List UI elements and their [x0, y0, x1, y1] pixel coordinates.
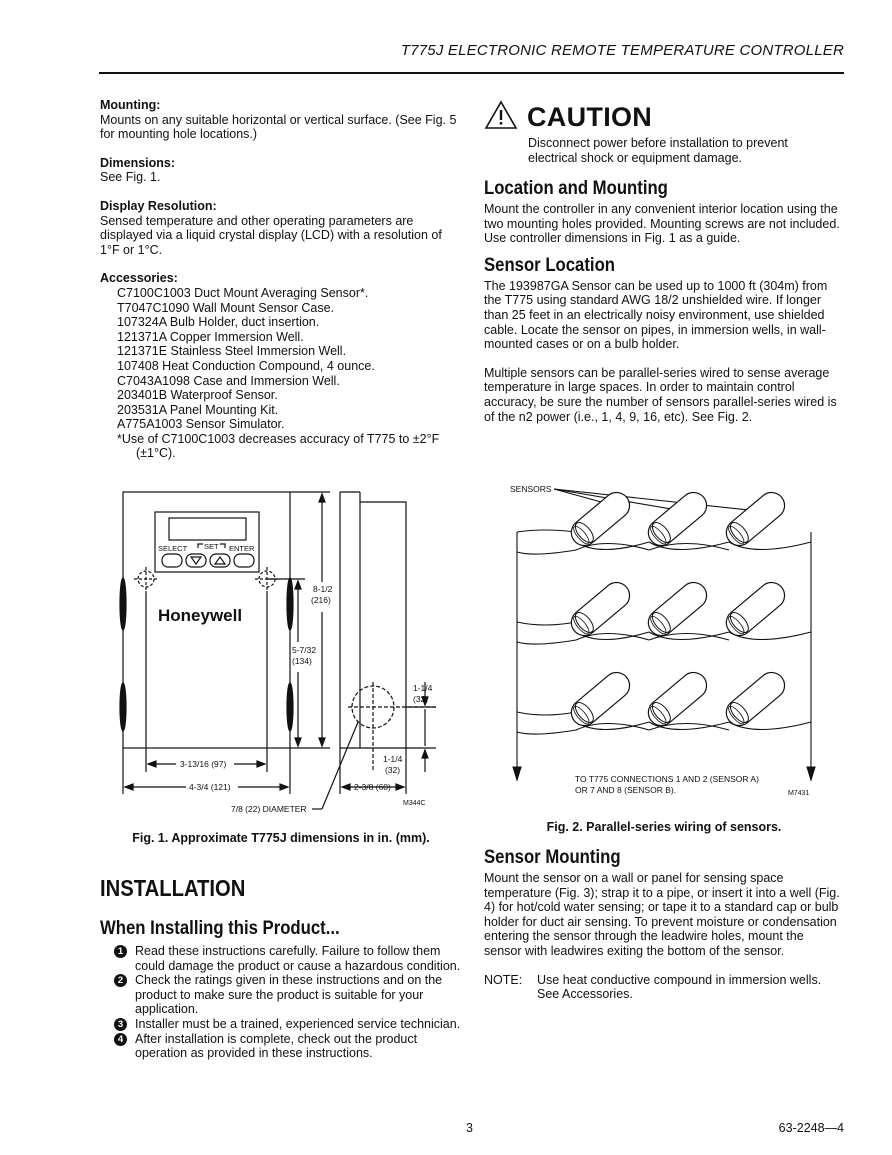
spec-accessories — [100, 271, 462, 461]
accessory-item: 121371A Copper Immersion Well. — [117, 329, 304, 344]
when-installing-title: When Installing this Product... — [100, 918, 340, 939]
fig1-code: M344C — [403, 800, 426, 807]
spec-accessories-label: Accessories: — [100, 271, 178, 286]
dim-side-bottom-mm: (32) — [385, 765, 401, 775]
accessory-item: 121371E Stainless Steel Immersion Well. — [117, 344, 347, 359]
warning-triangle-icon — [484, 100, 518, 130]
installation-section — [100, 875, 462, 1061]
dim-depth: 2-3/8 (60) — [354, 782, 391, 792]
accessory-item: A775A1003 Sensor Simulator. — [117, 417, 285, 432]
running-header: T775J ELECTRONIC REMOTE TEMPERATURE CONTROLLER — [400, 42, 844, 59]
sensor-location-p1: The 193987GA Sensor can be used up to 1000 ft (304m) from the T775 using standard AWG 18/2 unshielded wire. If longer than 25 feet in an electrically noisy environment, use shielded cable. Locate the sensor on pipes, in immersion wells, in wall-mounted cases or on a bulb holder. — [484, 278, 828, 352]
step-number: 2 — [114, 974, 127, 987]
dim-width-outer: 4-3/4 (121) — [189, 782, 231, 792]
accessory-item: C7100C1003 Duct Mount Averaging Sensor*. — [117, 285, 369, 300]
sensor-icon — [721, 487, 790, 551]
dim-width-inner: 3-13/16 (97) — [180, 759, 227, 769]
step-number: 1 — [114, 945, 127, 958]
sensors-label: SENSORS — [510, 484, 552, 494]
spec-display-resolution — [100, 199, 462, 257]
enter-button — [234, 554, 254, 567]
sensor-icon — [721, 577, 790, 641]
sensor-icon — [643, 577, 712, 641]
caution-text: Disconnect power before installation to prevent electrical shock or equipment damage. — [528, 136, 788, 165]
fig2-wiring-diagram — [484, 462, 844, 812]
accessory-item: 107408 Heat Conduction Compound, 4 ounce. — [117, 358, 375, 373]
accessories-note-continued: (±1°C). — [136, 446, 176, 461]
dim-height-outer-mm: (216) — [311, 595, 331, 605]
connections-line1: TO T775 CONNECTIONS 1 AND 2 (SENSOR A) — [575, 774, 759, 784]
installation-steps — [100, 944, 462, 1061]
location-mounting-title: Location and Mounting — [484, 178, 668, 199]
dim-diameter: 7/8 (22) DIAMETER — [231, 804, 307, 814]
accessory-item: C7043A1098 Case and Immersion Well. — [117, 373, 340, 388]
installation-step — [100, 973, 462, 1017]
accessory-item: 203401B Waterproof Sensor. — [117, 388, 278, 403]
set-label: SET — [204, 542, 219, 551]
spec-mounting-label: Mounting: — [100, 98, 161, 112]
note-text: Use heat conductive compound in immersion wells. See Accessories. — [537, 972, 822, 1002]
installation-step — [100, 1017, 462, 1032]
document-number: 63-2248—4 — [778, 1121, 844, 1135]
installation-step — [100, 1032, 462, 1061]
sensor-mounting-text: Mount the sensor on a wall or panel for sensing space temperature (Fig. 3); strap it to a pipe, or insert it into a well (Fig. 4) for hot/cold water sensing; or tape it to a standard cap or bulb holder for duct air sensing. To prevent moisture or condensation entering the sensor through the leadwire holes, mount the sensor with leadwires exiting the bottom of the sensor. — [484, 871, 840, 958]
sensor-icon — [566, 577, 635, 641]
caution-title: CAUTION — [527, 102, 653, 132]
accessory-item: T7047C1090 Wall Mount Sensor Case. — [117, 300, 335, 315]
select-button — [162, 554, 182, 567]
right-column — [484, 100, 844, 424]
fig1-dimensions-diagram — [100, 482, 462, 822]
installation-title: INSTALLATION — [100, 875, 246, 901]
sensor-icon — [721, 667, 790, 731]
step-text: After installation is complete, check out the product operation as provided in these instructions. — [135, 1031, 418, 1061]
accessory-item: 107324A Bulb Holder, duct insertion. — [117, 315, 320, 330]
spec-dimensions-text: See Fig. 1. — [100, 170, 161, 185]
note-label: NOTE: — [484, 972, 523, 987]
sensor-location-p2: Multiple sensors can be parallel-series wired to sense average temperature in large spaces. In order to maintain control accuracy, be sure the number of sensors parallel-series wired is of the n2 power (i.e., 1, 4, 9, 16, etc). See Fig. 2. — [484, 365, 837, 424]
step-text: Read these instructions carefully. Failure to follow them could damage the product or cause a hazardous condition. — [135, 944, 461, 973]
step-text: Check the ratings given in these instructions and on the product to make sure the product is suitable for your application. — [135, 973, 443, 1017]
sensor-location-title: Sensor Location — [484, 254, 615, 276]
lcd-window — [169, 518, 246, 540]
enter-label: ENTER — [229, 544, 255, 553]
honeywell-logo: Honeywell — [158, 606, 243, 625]
accessory-item: 203531A Panel Mounting Kit. — [117, 402, 279, 417]
up-button — [210, 554, 230, 567]
fig1-caption: Fig. 1. Approximate T775J dimensions in in. (mm). — [132, 831, 430, 845]
down-button — [186, 554, 206, 567]
dim-side-top-mm: (32) — [413, 694, 429, 704]
spec-dimensions-label: Dimensions: — [100, 155, 176, 170]
sensor-icon — [643, 667, 712, 731]
sensor-mounting-section — [484, 847, 844, 1002]
fig2-code: M7431 — [788, 790, 810, 797]
dim-height-inner: 5-7/32 — [292, 645, 317, 655]
left-column — [100, 98, 462, 475]
step-number: 3 — [114, 1018, 127, 1031]
note-block — [484, 973, 844, 1002]
sensor-icon — [566, 667, 635, 731]
select-label: SELECT — [158, 544, 188, 553]
dim-height-inner-mm: (134) — [292, 656, 312, 666]
page-number: 3 — [466, 1121, 473, 1135]
dim-side-top: 1-1/4 — [413, 683, 433, 693]
caution-box — [484, 100, 844, 170]
accessories-list — [100, 286, 462, 432]
spec-mounting — [100, 98, 462, 142]
location-mounting-text: Mount the controller in any convenient interior location using the two mounting holes provided. Mounting screws are not included. Use controller dimensions in Fig. 1 as a guide. — [484, 202, 840, 246]
accessories-note: *Use of C7100C1003 decreases accuracy of T775 to ±2°F — [117, 431, 440, 446]
step-number: 4 — [114, 1033, 127, 1046]
header-rule — [99, 72, 844, 74]
connections-line2: OR 7 AND 8 (SENSOR B). — [575, 785, 677, 795]
fig2-caption: Fig. 2. Parallel-series wiring of sensors. — [546, 820, 782, 834]
spec-display-resolution-label: Display Resolution: — [100, 198, 217, 213]
dim-height-outer: 8-1/2 — [313, 584, 333, 594]
dim-side-bottom: 1-1/4 — [383, 754, 403, 764]
sensor-icon — [643, 487, 712, 551]
spec-display-resolution-text: Sensed temperature and other operating parameters are displayed via a liquid crystal display (LCD) with a resolution of 1°F or 1°C. — [100, 213, 442, 257]
sensor-mounting-title: Sensor Mounting — [484, 847, 621, 868]
step-text: Installer must be a trained, experienced service technician. — [135, 1016, 461, 1031]
installation-step — [100, 944, 462, 973]
spec-mounting-text: Mounts on any suitable horizontal or vertical surface. (See Fig. 5 for mounting hole locations.) — [100, 112, 457, 142]
spec-dimensions — [100, 156, 462, 185]
